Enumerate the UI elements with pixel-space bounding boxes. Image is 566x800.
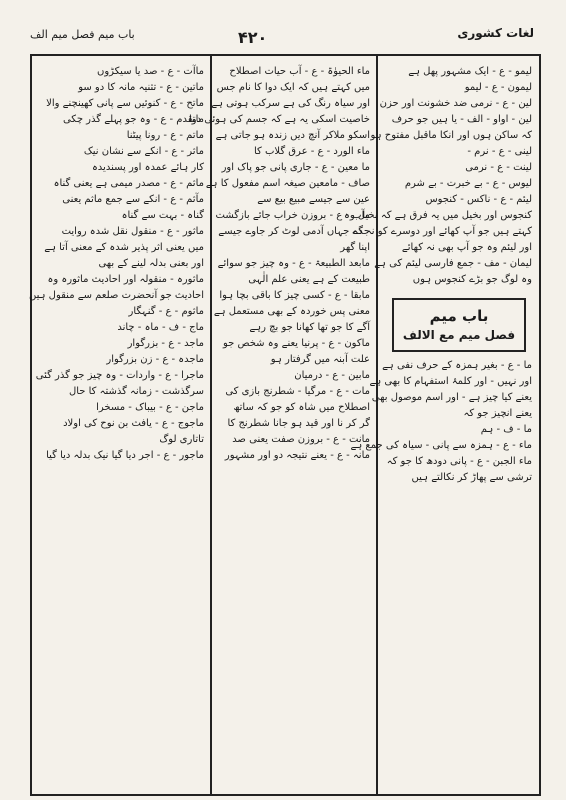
dictionary-entry-line: میں یعنی اثر پذیر شدہ کے معنی آتا ہے [44,242,204,253]
dictionary-entry-line: اپنا گھر [340,242,370,253]
dictionary-entry-line: کار ہائے عمدہ اور پسندیدہ [91,162,204,173]
dictionary-entry-line: لیمو - ع - ایک مشہور پھل ہے [408,66,532,77]
dictionary-entry-line: ماثر - ع - انکے سے نشان نیک [83,146,204,157]
dictionary-entry-line: اسکو ملاکر آنچ دیں زندہ ہو جاتی ہے [215,130,370,141]
dictionary-entry-line: معنی پس خوردہ کے بھی مستعمل ہے [213,306,370,317]
dictionary-entry-line: لین - ع - نرمی ضد خشونت اور حزن [379,98,532,109]
dictionary-entry-line: ماتح - ع - کنوئیں سے پانی کھینچنے والا [46,98,204,109]
dictionary-entry-line: ماتین - ع - تثنیہ مانہ کا دو سو [78,82,204,93]
page-number: ۴۲۰ [238,28,268,47]
dictionary-entry-line: ماثورہ - منقولہ اور احادیث ماثورہ وہ [47,274,204,285]
dictionary-entry-line: ماء الورد - ع - عرق گلاب کا [253,146,370,157]
dictionary-entry-line: آگے کا جو تھا کھانا جو بچ رہے [249,322,370,333]
dictionary-entry-line: ماجدہ - ع - زن بزرگوار [106,354,204,365]
dictionary-entry-line: کہ ساکن ہوں اور انکا ماقبل مفتوح ہو [370,130,532,141]
dictionary-entry-line: لیمون - ع - لیمو [464,82,532,93]
dictionary-entry-line: ماجد - ع - بزرگوار [127,338,204,349]
page-header [0,14,566,48]
dictionary-entry-line: ماجوج - ع - یافث بن نوح کی اولاد [63,418,204,429]
dictionary-entry-line: ماجور - ع - اجر دیا گیا نیک بدلہ دیا گیا [46,450,204,461]
dictionary-entry-line: لیمان - مف - جمع فارسی لیئم کی ہے [374,258,532,269]
dictionary-entry-line: لینی - ع - نرم - [467,146,532,157]
left-column [29,56,212,794]
dictionary-entry-line: ترشی سے پھاڑ کر نکالتے ہیں [411,472,532,483]
dictionary-entry-line: عین سے جیسے مبیع بیع سے [257,194,370,205]
dictionary-entry-line: ماجن - ع - بیباک - مسخرا [96,402,204,413]
dictionary-entry-line: ماکون - ع - پرنیا یعنے وہ شخص جو [222,338,370,349]
dictionary-entry-line: جگہ جہاں آدمی لوٹ کر جاوے جیسے [218,226,370,237]
dictionary-entry-line: سرگذشت - زمانہ گذشتہ کا حال [68,386,204,397]
dictionary-entry-line: یعنے انچیز جو کہ [463,408,532,419]
dictionary-entry-line: احادیث جو آنحضرت صلعم سے منقول ہیں [29,290,204,301]
dictionary-entry-line: لیوس - ع - بے خبرت - بے شرم [404,178,532,189]
chapter-title: باب میم [429,307,489,325]
dictionary-entry-line: مآب - ع - بروزن خراب جائے بازگشت [215,210,370,221]
dictionary-entry-line: ماتقدم - ع - وہ جو پہلے گذر چکی [62,114,204,125]
dictionary-entry-line: گر کر نا اور قید ہو جانا شطرنج کا [227,418,370,429]
dictionary-entry-line: ما - ف - ہم [480,424,532,435]
dictionary-entry-line: صاف - مامعین صیغہ اسم مفعول کا ہے [205,178,370,189]
dictionary-entry-line: خاصیت اسکی یہ ہے کہ جسم کی ہوئی دوا [188,114,370,125]
dictionary-entry-line: گناہ - بہت سے گناہ [121,210,204,221]
dictionary-entry-line: اور لیئم وہ جو آپ بھی نہ کھائے [401,242,532,253]
left-column-entries [29,64,204,464]
dictionary-entry-line: طبیعت کے ہے یعنی علم الٰہی [248,274,370,285]
dictionary-entry-line: مات - ع - مرگیا - شطرنج بازی کی [225,386,370,397]
dictionary-entry-line: لیئم - ع - ناکس - کنجوس [425,194,532,205]
middle-column [188,56,378,794]
dictionary-entry-line: ماجرا - ع - واردات - وہ چیز جو گذر گئی [35,370,204,381]
dictionary-entry-line: اور سیاہ رنگ کی ہے سرکب ہوتی ہے [211,98,370,109]
middle-column-entries [188,64,370,464]
dictionary-entry-line: اور نہیں - اور کلمۂ استفہام کا بھی ہے [369,376,532,387]
dictionary-entry-line: ماثور - ع - منقول نقل شدہ روایت [61,226,204,237]
dictionary-entry-line: کنجوس اور بخیل میں یہ فرق ہے کہ بخیل وہ [343,210,532,221]
page-frame [30,54,541,796]
dictionary-entry-line: لینت - ع - نرمی [465,162,532,173]
dictionary-entry-line: ماء الجبن - ع - پانی دودھ کا جو کہ [386,456,532,467]
dictionary-entry-line: مانت - ع - بروزن صفت یعنی صد [232,434,370,445]
dictionary-entry-line: یعنے کیا چیز ہے - اور اسم موصول بھی [371,392,532,403]
dictionary-entry-line: مابقا - ع - کسی چیز کا باقی بچا ہوا [219,290,370,301]
dictionary-entry-line: اصطلاح میں شاہ کو جو کہ ساتھ [233,402,370,413]
dictionary-entry-line: اور بعنی بدلہ لینے کے بھی [98,258,204,269]
dictionary-entry-line: ماء الحیوٰۃ - ع - آب حیات اصطلاح [229,66,370,77]
dictionary-entry-line: ماتم - ع - رونا پیٹنا [126,130,204,141]
dictionary-entry-line: مابین - ع - درمیان [294,370,370,381]
dictionary-entry-line: ماثوم - ع - گنہگار [128,306,204,317]
chapter-subtitle: فصل میم مع الالف [402,328,516,342]
dictionary-entry-line: لین - اواو - الف - یا ہیں جو حرف [391,114,532,125]
dictionary-entry-line: ماآت - ع - صد یا سیکڑوں [96,66,204,77]
dictionary-entry-line: میں کہتے ہیں کہ ایک دوا کا نام جس [216,82,370,93]
right-column-entries-lower [350,358,532,486]
dictionary-entry-line: ما - ع - بغیر ہمزہ کے حرف نفی ہے [382,360,532,371]
dictionary-entry-line: وہ لوگ جو بڑے کنجوس ہوں [412,274,532,285]
dictionary-entry-line: ماء - ع - ہمزہ سے پانی - سیاہ کی جمع ہے [350,440,532,451]
chapter-heading-box [392,298,526,352]
dictionary-entry-line: ماج - ف - ماہ - چاند [117,322,204,333]
dictionary-entry-line: مآثم - ع - انکے سے جمع ماثم یعنی [62,194,204,205]
book-title: لغات کشوری [457,26,534,40]
dictionary-entry-line: ماثم - ع - مصدر میمی ہے یعنی گناہ [53,178,204,189]
dictionary-entry-line: ما معین - ع - جاری پانی جو پاک اور [221,162,370,173]
dictionary-entry-line: کہتے ہیں جو آپ کھائے اور دوسرے کو نہ دے [352,226,532,237]
dictionary-entry-line: علت آبنہ میں گرفتار ہو [270,354,370,365]
running-section-title: باب میم فصل میم الف [30,28,135,41]
dictionary-entry-line: تاتاری لوگ [159,434,204,445]
dictionary-entry-line: مابعد الطبیعۃ - ع - وہ چیز جو سوائے [217,258,370,269]
dictionary-entry-line: مانہ - ع - یعنے نتیجہ دو اور مشہور [224,450,370,461]
